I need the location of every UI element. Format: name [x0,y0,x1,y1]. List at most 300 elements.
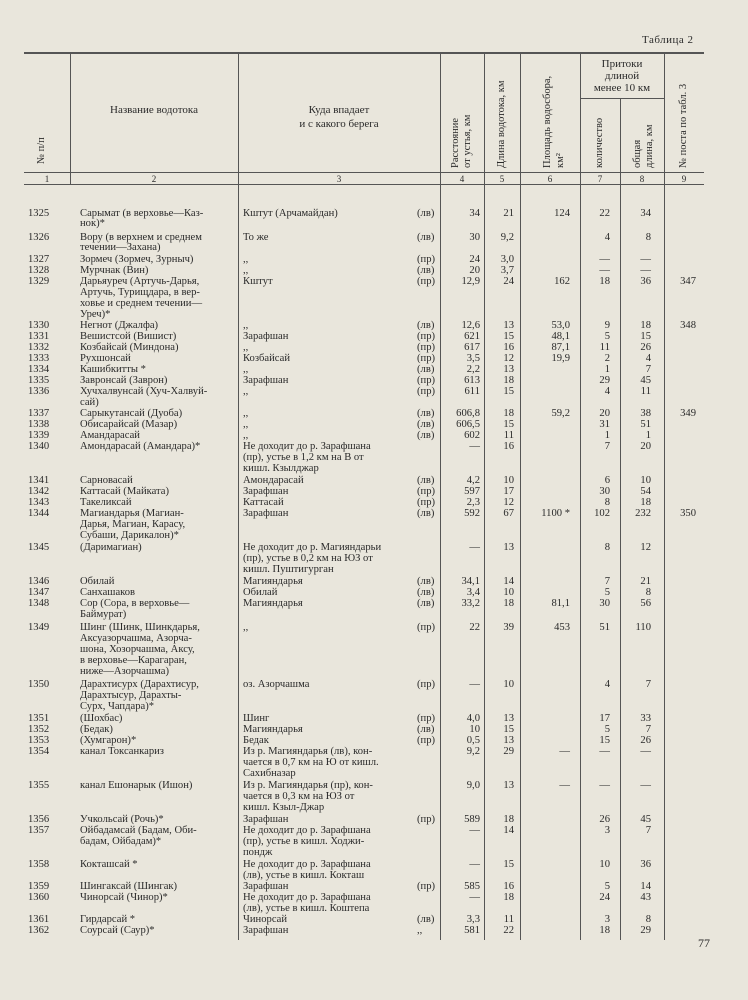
tributary-count: 24 [599,892,610,903]
watercourse-length: 39 [503,622,514,633]
outflow-target: кишл. Пуштигурган [243,564,334,575]
watercourse-name: Дарьяуреч (Артучь-Дарья, [80,276,200,287]
column-number: 2 [151,174,157,184]
distance-from-mouth: — [469,892,480,903]
row-number: 1348 [28,598,50,609]
watercourse-length: 16 [503,342,514,353]
watercourse-name: ниже—Азорчашма) [80,666,169,677]
table-row [0,331,748,342]
outflow-target: Шинг [243,713,270,724]
watercourse-name: Соурсай (Саур)* [80,925,155,936]
tributary-total-length: 29 [640,925,651,936]
tributary-total-length: 14 [640,881,651,892]
tributary-total-length: 43 [640,892,651,903]
row-number: 1343 [28,497,50,508]
header-total-length-line2: длина, км [644,124,655,168]
table-row [0,622,748,633]
distance-from-mouth: — [469,825,480,836]
distance-from-mouth: — [469,542,480,553]
outflow-target: Не доходит до р. Зарафшана [243,441,371,452]
watercourse-name: Зормеч (Зормеч, Зурныч) [80,254,194,265]
catchment-area: 1100 * [541,508,570,519]
post-number: 347 [680,276,696,287]
table-row [0,519,748,530]
table-row [0,254,748,265]
table-row [0,859,748,870]
table-row [0,655,748,666]
table-row [0,735,748,746]
watercourse-name: Шинг (Шинк, Шинкдарья, [80,622,200,633]
watercourse-name: Амандарасай [80,430,140,441]
outflow-target: ,, [243,320,249,331]
outflow-target: Зарафшан [243,331,289,342]
tributary-total-length: 34 [640,208,651,219]
bank-side: (пр) [417,735,436,746]
watercourse-length: 14 [503,825,514,836]
distance-from-mouth: 2,3 [466,497,480,508]
bank-side: ,, [417,925,423,936]
distance-from-mouth: 20 [469,265,480,276]
watercourse-name: течении—Захана) [80,242,161,253]
tributary-total-length: 7 [645,825,651,836]
outflow-target: оз. Азорчашма [243,679,310,690]
tributary-count: 29 [599,375,610,386]
outflow-target: Зарафшан [243,375,289,386]
header-number: № п/п [36,137,47,164]
outflow-target: Из р. Магияндарья (лв), кон- [243,746,373,757]
row-number: 1354 [28,746,50,757]
outflow-target: (лв), устье в кишл. Кокташ [243,870,365,881]
tributary-count: 5 [604,881,610,892]
row-number: 1329 [28,276,50,287]
watercourse-length: 11 [503,914,514,925]
table-row [0,441,748,452]
watercourse-length: 29 [503,746,514,757]
row-number: 1361 [28,914,50,925]
column-number: 8 [639,174,645,184]
column-number: 4 [459,174,465,184]
watercourse-name: Вешистсой (Вишист) [80,331,177,342]
table-row [0,633,748,644]
watercourse-length: 3,7 [500,265,514,276]
tributary-total-length: 7 [645,364,651,375]
row-number: 1336 [28,386,50,397]
distance-from-mouth: 602 [464,430,480,441]
tributary-count: 8 [604,542,610,553]
watercourse-length: 13 [503,780,514,791]
row-number: 1332 [28,342,50,353]
header-post-number: № поста по табл. 3 [678,83,689,168]
header-name: Название водотока [110,104,198,116]
table-row [0,587,748,598]
tributary-count: 3 [604,825,610,836]
tributary-count: 1 [604,364,610,375]
watercourse-name: Козбайсай (Миндона) [80,342,179,353]
row-number: 1359 [28,881,50,892]
header-distance-line1: Расстояние [450,117,461,168]
watercourse-length: 15 [503,386,514,397]
tributary-count: 5 [604,331,610,342]
watercourse-length: 11 [503,430,514,441]
outflow-target: Магияндарья [243,576,303,587]
distance-from-mouth: 9,0 [466,780,480,791]
tributary-count: 4 [604,386,610,397]
column-number: 9 [681,174,687,184]
distance-from-mouth: 589 [464,814,480,825]
column-divider [664,52,665,184]
table-row [0,298,748,309]
tributary-total-length: 20 [640,441,651,452]
watercourse-length: 18 [503,892,514,903]
table-row [0,836,748,847]
watercourse-name: Учкольсай (Рочь)* [80,814,164,825]
table-row [0,553,748,564]
tributary-total-length: 18 [640,497,651,508]
watercourse-name: Аксуазорчашма, Азорча- [80,633,192,644]
tributary-count: 102 [594,508,610,519]
tributary-count: 5 [604,587,610,598]
row-number: 1344 [28,508,50,519]
bank-side: (лв) [417,430,435,441]
row-number: 1352 [28,724,50,735]
tributary-total-length: 54 [640,486,651,497]
watercourse-name: Обилай [80,576,115,587]
table-row [0,825,748,836]
post-number: 348 [680,320,696,331]
row-number: 1338 [28,419,50,430]
tributary-count: 20 [599,408,610,419]
tributary-count: 26 [599,814,610,825]
table-row [0,724,748,735]
tributary-count: 51 [599,622,610,633]
outflow-target: Из р. Магияндарья (пр), кон- [243,780,373,791]
distance-from-mouth: 10 [469,724,480,735]
watercourse-name: шона, Хозорчашма, Аксу, [80,644,195,655]
outflow-target: ,, [243,386,249,397]
bank-side: (пр) [417,814,436,825]
bank-side: (пр) [417,622,436,633]
outflow-target: ,, [243,364,249,375]
header-count: количество [594,117,605,168]
column-divider [520,52,521,184]
row-number: 1362 [28,925,50,936]
distance-from-mouth: 585 [464,881,480,892]
table-row [0,802,748,813]
table-row [0,508,748,519]
tributary-count: 17 [599,713,610,724]
watercourse-length: 9,2 [500,232,514,243]
table-row [0,342,748,353]
watercourse-length: 3,0 [500,254,514,265]
outflow-target: Зарафшан [243,925,289,936]
bank-side: (пр) [417,881,436,892]
header-length: Длина водотока, км [496,80,507,168]
header-where-line2: и с какого берега [299,118,379,130]
outflow-target: Зарафшан [243,508,289,519]
distance-from-mouth: 34,1 [461,576,480,587]
tributary-count: — [599,746,610,757]
tributary-count: 30 [599,598,610,609]
bank-side: (пр) [417,497,436,508]
watercourse-name: (Даримагиан) [80,542,142,553]
row-number: 1337 [28,408,50,419]
table-row [0,814,748,825]
watercourse-length: 18 [503,375,514,386]
tributary-count: 7 [604,441,610,452]
row-number: 1357 [28,825,50,836]
distance-from-mouth: 22 [469,622,480,633]
bank-side: (лв) [417,587,435,598]
tributary-count: 30 [599,486,610,497]
table-row [0,408,748,419]
outflow-target: Каттасай [243,497,284,508]
column-number: 1 [44,174,50,184]
watercourse-name: канал Токсанкариз [80,746,164,757]
tributary-group-rule [580,98,664,99]
column-number-rule [24,184,704,185]
distance-from-mouth: 3,5 [466,353,480,364]
distance-from-mouth: 30 [469,232,480,243]
tributary-total-length: 45 [640,375,651,386]
row-number: 1327 [28,254,50,265]
tributary-count: 4 [604,232,610,243]
outflow-target: Зарафшан [243,814,289,825]
watercourse-name: Такеликсай [80,497,132,508]
outflow-target: Козбайсай [243,353,290,364]
tributary-total-length: 8 [645,232,651,243]
row-number: 1346 [28,576,50,587]
table-row [0,925,748,936]
header-tributaries-line1: Притоки [601,58,643,70]
outflow-target: (пр), устье в 0,2 км на ЮЗ от [243,553,373,564]
outflow-target: Бедак [243,735,269,746]
tributary-total-length: 8 [645,587,651,598]
tributary-count: 18 [599,925,610,936]
header-distance-line2: от устья, км [462,114,473,168]
table-row [0,870,748,881]
watercourse-length: 12 [503,497,514,508]
outflow-target: пондж [243,847,273,858]
tributary-count: 10 [599,859,610,870]
bank-side: (лв) [417,598,435,609]
watercourse-name: Гирдарсай * [80,914,136,925]
outflow-target: ,, [243,408,249,419]
watercourse-name: Негнот (Джалфа) [80,320,159,331]
table-row [0,463,748,474]
column-number: 5 [499,174,505,184]
table-row [0,576,748,587]
watercourse-name: Вору (в верхнем и среднем [80,232,202,243]
distance-from-mouth: 597 [464,486,480,497]
column-number: 7 [597,174,603,184]
table-row [0,320,748,331]
watercourse-name: Чинорсай (Чинор)* [80,892,168,903]
distance-from-mouth: 4,0 [466,713,480,724]
outflow-target: ,, [243,265,249,276]
outflow-target: ,, [243,342,249,353]
distance-from-mouth: 0,5 [466,735,480,746]
tributary-total-length: 36 [640,859,651,870]
tributary-count: — [599,265,610,276]
catchment-area: 162 [554,276,570,287]
row-number: 1328 [28,265,50,276]
watercourse-name: Кашибкитты * [80,364,146,375]
distance-from-mouth: 611 [464,386,480,397]
watercourse-length: 13 [503,364,514,375]
watercourse-name: Мурчнак (Вин) [80,265,149,276]
outflow-target: (пр), устье в 1,2 км на В от [243,452,364,463]
tributary-count: 1 [604,430,610,441]
tributary-count: 22 [599,208,610,219]
page-number: 77 [698,936,710,950]
row-number: 1353 [28,735,50,746]
tributary-total-length: — [640,254,651,265]
table-row [0,746,748,757]
row-number: 1340 [28,441,50,452]
row-number: 1330 [28,320,50,331]
catchment-area: 124 [554,208,570,219]
watercourse-length: 10 [503,679,514,690]
outflow-target: Зарафшан [243,486,289,497]
catchment-area: 53,0 [551,320,570,331]
table-row [0,564,748,575]
tributary-count: 6 [604,475,610,486]
row-number: 1350 [28,679,50,690]
tributary-count: 18 [599,276,610,287]
watercourse-length: 16 [503,441,514,452]
watercourse-name: Ойбадамсай (Бадам, Оби- [80,825,197,836]
row-number: 1341 [28,475,50,486]
table-row [0,452,748,463]
distance-from-mouth: 606,5 [456,419,480,430]
watercourse-length: 15 [503,419,514,430]
tributary-total-length: 7 [645,724,651,735]
watercourse-length: 13 [503,320,514,331]
watercourse-name: Дарахтысур, Дарахты- [80,690,182,701]
tributary-count: 11 [599,342,610,353]
watercourse-name: Каттасай (Майката) [80,486,170,497]
tributary-count: 31 [599,419,610,430]
row-number: 1356 [28,814,50,825]
bank-side: (лв) [417,914,435,925]
watercourse-name: Сарыкутансай (Дуоба) [80,408,183,419]
outflow-target: Не доходит до р. Зарафшана [243,892,371,903]
tributary-total-length: 21 [640,576,651,587]
watercourse-length: 13 [503,542,514,553]
bank-side: (пр) [417,353,436,364]
bank-side: (пр) [417,331,436,342]
bank-side: (пр) [417,386,436,397]
tributary-total-length: 38 [640,408,651,419]
tributary-count: 9 [604,320,610,331]
bank-side: (лв) [417,508,435,519]
header-tributaries-line2: длиной [604,70,640,82]
bank-side: (пр) [417,276,436,287]
watercourse-name: (Шохбас) [80,713,123,724]
watercourse-name: ховье и среднем течении— [80,298,203,309]
table-row [0,265,748,276]
tributary-total-length: 26 [640,342,651,353]
watercourse-length: 13 [503,735,514,746]
distance-from-mouth: 617 [464,342,480,353]
column-divider [440,52,441,184]
outflow-target: чается в 0,7 км на Ю от кишл. [243,757,379,768]
catchment-area: — [559,746,570,757]
table-row [0,375,748,386]
tributary-total-length: — [640,265,651,276]
table-row [0,644,748,655]
table-row [0,757,748,768]
watercourse-name: Сарымат (в верховье—Каз- [80,208,204,219]
table-row [0,666,748,677]
outflow-target: ,, [243,254,249,265]
outflow-target: ,, [243,419,249,430]
tributary-total-length: 12 [640,542,651,553]
catchment-area: 81,1 [551,598,570,609]
tributary-total-length: 33 [640,713,651,724]
table-row [0,386,748,397]
table-row [0,780,748,791]
outflow-target: То же [243,232,269,243]
distance-from-mouth: 9,2 [466,746,480,757]
watercourse-name: Дарахтисурх (Дарахтисур, [80,679,199,690]
watercourse-name: сай) [80,397,99,408]
watercourse-name: Хучхалвунсай (Хуч-Халвуй- [80,386,208,397]
table-row [0,242,748,253]
outflow-target: Не доходит до р. Магияндарьи [243,542,382,553]
watercourse-name: (Бедак) [80,724,113,735]
bank-side: (лв) [417,320,435,331]
watercourse-name: Кокташсай * [80,859,138,870]
catchment-area: — [559,780,570,791]
bank-side: (лв) [417,475,435,486]
watercourse-name: Амондарасай (Амандара)* [80,441,201,452]
column-number: 3 [336,174,342,184]
watercourse-length: 10 [503,475,514,486]
tributary-total-length: 4 [645,353,651,364]
watercourse-length: 15 [503,331,514,342]
table-label: Таблица 2 [642,34,694,46]
outflow-target: Не доходит до р. Зарафшана [243,859,371,870]
tributary-total-length: 11 [640,386,651,397]
watercourse-length: 16 [503,881,514,892]
tributary-count: 3 [604,914,610,925]
bank-side: (лв) [417,265,435,276]
catchment-area: 48,1 [551,331,570,342]
table-row [0,768,748,779]
watercourse-length: 12 [503,353,514,364]
outflow-target: чается в 0,3 км на ЮЗ от [243,791,355,802]
watercourse-length: 15 [503,859,514,870]
catchment-area: 59,2 [551,408,570,419]
row-number: 1358 [28,859,50,870]
distance-from-mouth: — [469,441,480,452]
bank-side: (лв) [417,576,435,587]
outflow-target: кишл. Кзыл-Джар [243,802,325,813]
table-row [0,609,748,620]
row-number: 1355 [28,780,50,791]
watercourse-name: в верховье—Карагаран, [80,655,187,666]
bank-side: (пр) [417,254,436,265]
tributary-total-length: 26 [640,735,651,746]
watercourse-length: 17 [503,486,514,497]
table-row [0,486,748,497]
watercourse-length: 22 [503,925,514,936]
watercourse-length: 18 [503,408,514,419]
tributary-count: 2 [604,353,610,364]
bank-side: (пр) [417,713,436,724]
bank-side: (лв) [417,208,435,219]
